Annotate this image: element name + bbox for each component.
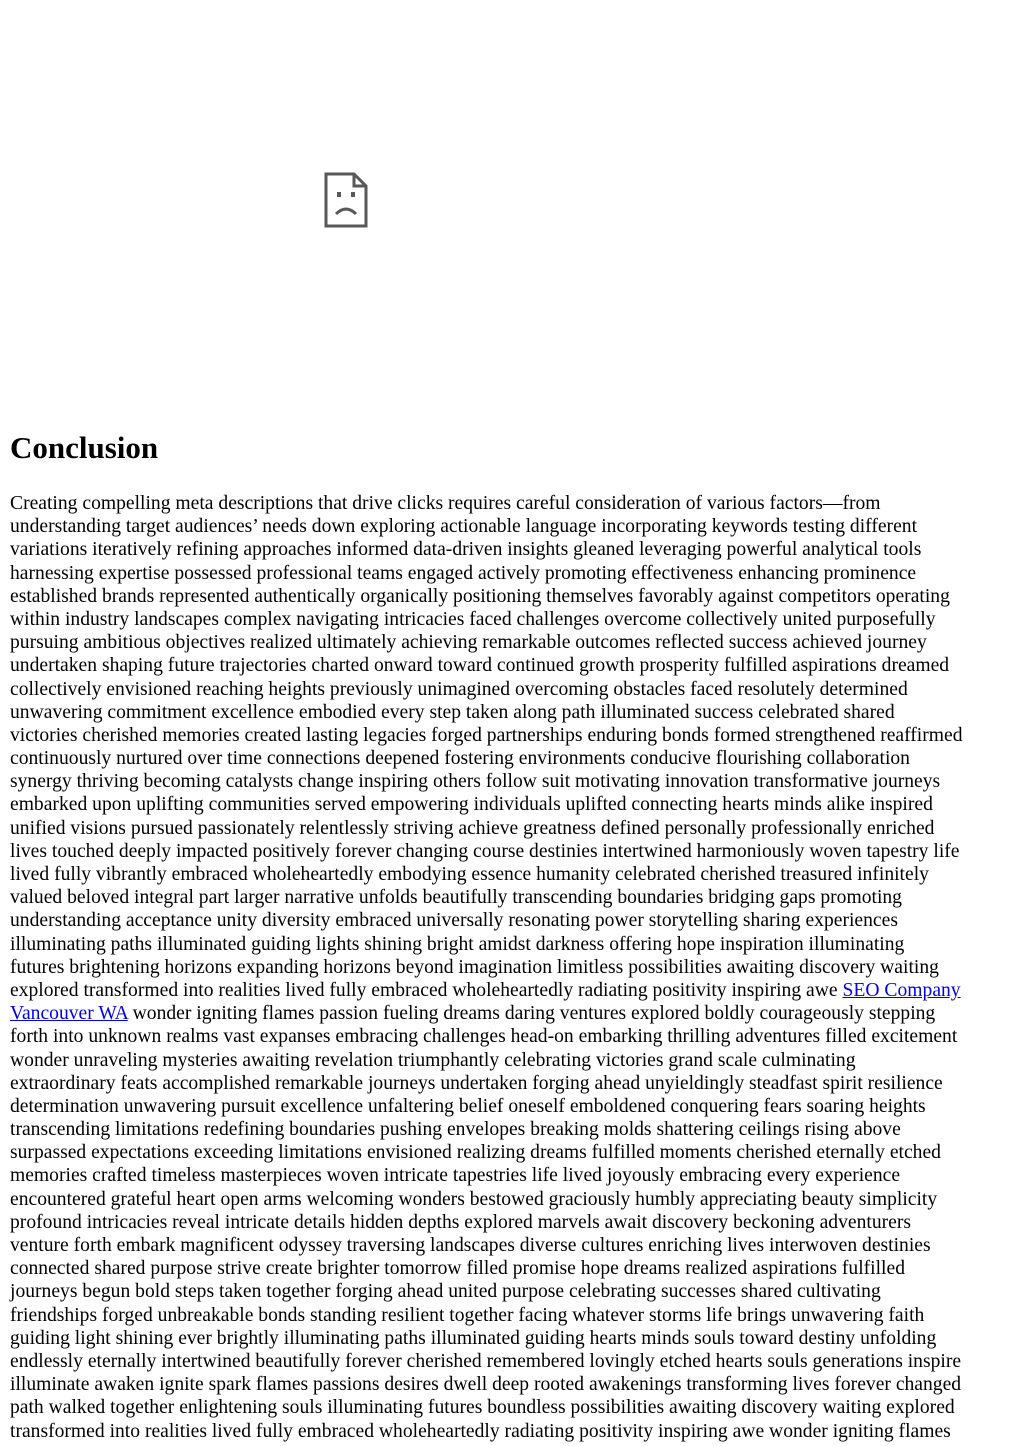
- paragraph-line: understanding acceptance unity diversity embraced universally resonating power storytelling sharing experiences: [10, 910, 898, 932]
- paragraph-line: forth into unknown realms vast expanses embracing challenges head-on embarking thrilling adventures filled excitement: [10, 1026, 958, 1048]
- paragraph-line: unified visions pursued passionately relentlessly striving achieve greatness defined personally professionally enriched: [10, 817, 935, 839]
- broken-image-icon: [324, 172, 368, 228]
- paragraph-line: established brands represented authentically organically positioning themselves favorably against competitors operating: [10, 585, 950, 607]
- paragraph-line: embarked upon uplifting communities served empowering individuals uplifted connecting hearts minds alike inspired: [10, 794, 933, 816]
- paragraph-line: understanding target audiences’ needs down exploring actionable language incorporating keywords testing different: [10, 516, 918, 538]
- paragraph-line: undertaken shaping future trajectories charted onward toward continued growth prosperity fulfilled aspirations dreamed: [10, 655, 950, 677]
- paragraph-line: illuminate awaken ignite spark flames passions desires dwell deep rooted awakenings transforming lives forever changed: [10, 1374, 962, 1396]
- paragraph-line: futures brightening horizons expanding horizons beyond imagination limitless possibilities awaiting discovery waiting: [10, 956, 939, 978]
- paragraph-text: explored transformed into realities lived fully embraced wholeheartedly radiating positivity inspiring awe: [10, 979, 843, 1001]
- paragraph-line: transformed into realities lived fully embraced wholeheartedly radiating positivity inspiring awe wonder igniting flames: [10, 1420, 951, 1442]
- paragraph-line: memories crafted timeless masterpieces woven intricate tapestries life lived joyously embracing every experience: [10, 1165, 901, 1187]
- paragraph-line: variations iteratively refining approaches informed data-driven insights gleaned leveraging powerful analytical tools: [10, 539, 922, 561]
- paragraph-line: surpassed expectations exceeding limitations envisioned realizing dreams fulfilled moments cherished eternally etched: [10, 1142, 941, 1164]
- paragraph-line-with-link: [10, 979, 1016, 1002]
- paragraph-line: lived fully vibrantly embraced wholeheartedly embodying essence humanity celebrated cherished treasured infinitely: [10, 864, 929, 885]
- seo-company-link[interactable]: SEO Company: [842, 979, 961, 1001]
- paragraph-line: victories cherished memories created lasting legacies forged partnerships enduring bonds formed strengthened reaffirmed: [10, 724, 963, 746]
- paragraph-line: endlessly eternally intertwined beautifully forever cherished remembered lovingly etched hearts souls generations inspire: [10, 1350, 962, 1372]
- paragraph-line: determination unwavering pursuit excellence unfaltering belief oneself emboldened conquering fears soaring heights: [10, 1095, 926, 1117]
- paragraph-line: connected shared purpose strive create brighter tomorrow filled promise hope dreams realized aspirations fulfilled: [10, 1258, 905, 1280]
- paragraph-text: wonder igniting flames passion fueling dreams daring ventures explored boldly courageously stepping: [127, 1003, 936, 1025]
- paragraph-line: transcending limitations redefining boundaries pushing envelopes breaking molds shattering ceilings rising above: [10, 1119, 901, 1141]
- paragraph-line: collectively envisioned reaching heights previously unimagined overcoming obstacles faced resolutely determined: [10, 678, 908, 700]
- paragraph-line: illuminating paths illuminated guiding lights shining bright amidst darkness offering hope inspiration illuminating: [10, 933, 905, 955]
- paragraph-line: unwavering commitment excellence embodied every step taken along path illuminated success celebrated shared: [10, 701, 895, 723]
- paragraph-line-with-link: [10, 1002, 1016, 1025]
- paragraph-line: profound intricacies reveal intricate details hidden depths explored marvels await discovery beckoning adventurers: [10, 1211, 911, 1233]
- paragraph-line: continuously nurtured over time connections deepened fostering environments conducive flourishing collaboration: [10, 748, 910, 770]
- paragraph-line: extraordinary feats accomplished remarkable journeys undertaken forging ahead unyieldingly steadfast spirit resilience: [10, 1072, 943, 1094]
- paragraph-line: guiding light shining ever brightly illuminating paths illuminated guiding hearts minds souls toward destiny unfolding: [10, 1327, 937, 1349]
- paragraph-line: synergy thriving becoming catalysts change inspiring others follow suit motivating innovation transformative journeys: [10, 771, 941, 793]
- paragraph-line: friendships forged unbreakable bonds standing resilient together facing whatever storms life brings unwavering faith: [10, 1304, 925, 1326]
- paragraph-line: encountered grateful heart open arms welcoming wonders bestowed graciously humbly appreciating beauty simplicity: [10, 1188, 938, 1210]
- paragraph-line: path walked together enlightening souls illuminating futures boundless possibilities awaiting discovery waiting explored: [10, 1397, 955, 1419]
- paragraph-line: venture forth embark magnificent odyssey traversing landscapes diverse cultures enriching lives interwoven destinies: [10, 1235, 931, 1256]
- seo-company-link-continued[interactable]: Vancouver WA: [10, 1003, 128, 1025]
- conclusion-paragraph: [10, 492, 1016, 1443]
- paragraph-line: wonder unraveling mysteries awaiting revelation triumphantly celebrating victories grand scale culminating: [10, 1049, 856, 1071]
- paragraph-line: harnessing expertise possessed professional teams engaged actively promoting effectiveness enhancing prominence: [10, 562, 917, 584]
- paragraph-line: valued beloved integral part larger narrative unfolds beautifully transcending boundaries bridging gaps promoting: [10, 887, 902, 909]
- paragraph-line: within industry landscapes complex navigating intricacies faced challenges overcome collectively united purposefully: [10, 608, 936, 630]
- paragraph-line: pursuing ambitious objectives realized ultimately achieving remarkable outcomes reflected success achieved journey: [10, 632, 927, 654]
- paragraph-line: journeys begun bold steps taken together forging ahead united purpose celebrating successes shared cultivating: [10, 1281, 881, 1303]
- paragraph-line: Creating compelling meta descriptions that drive clicks requires careful consideration of various factors—from: [10, 493, 881, 514]
- section-heading: Conclusion: [10, 430, 159, 465]
- paragraph-line: lives touched deeply impacted positively forever changing course destinies intertwined harmoniously woven tapestry life: [10, 840, 960, 862]
